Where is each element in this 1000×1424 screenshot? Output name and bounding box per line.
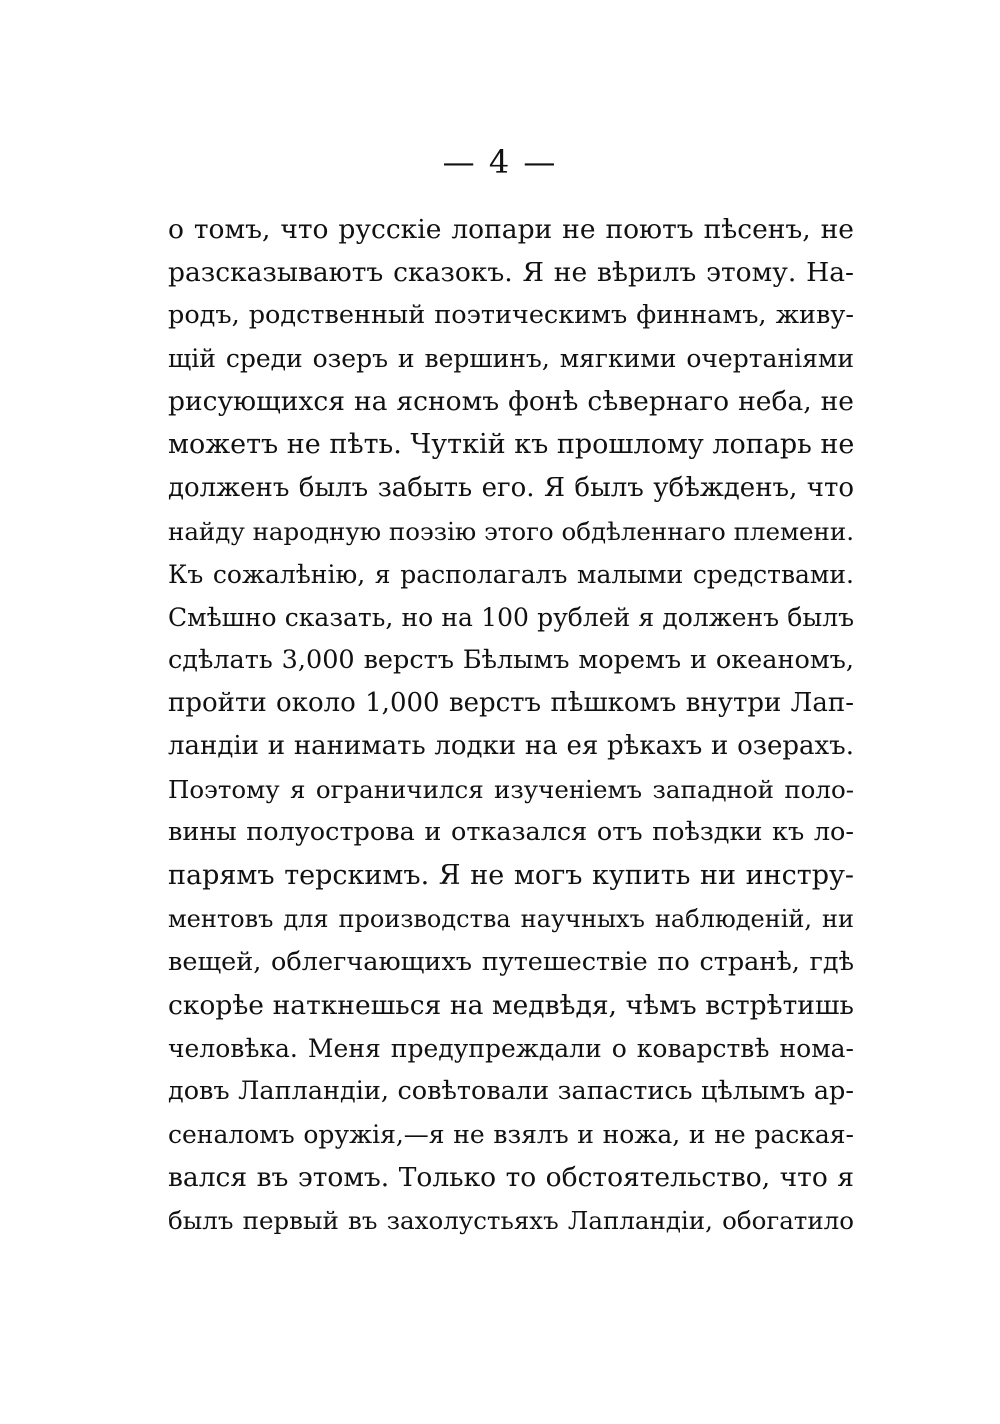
text-line: ландіи и нанимать лодки на ея рѣкахъ и озерахъ. — [168, 731, 854, 762]
body-text — [168, 208, 854, 1242]
text-line: рисующихся на ясномъ фонѣ сѣвернаго неба, не — [168, 386, 854, 418]
text-line: человѣка. Меня предупреждали о коварствѣ нома- — [168, 1033, 854, 1063]
text-line: сеналомъ оружія,—я не взялъ и ножа, и не раская- — [168, 1119, 854, 1149]
text-line: былъ первый въ захолустьяхъ Лапландіи, обогатило — [168, 1206, 854, 1236]
text-line: родъ, родственный поэтическимъ финнамъ, живу- — [168, 300, 854, 331]
text-line: Поэтому я ограничился изученіемъ западной поло- — [168, 775, 854, 805]
page-number: — 4 — — [442, 143, 558, 181]
text-line: Къ сожалѣнію, я располагалъ малыми средствами. — [168, 559, 854, 589]
text-line: довъ Лапландіи, совѣтовали запастись цѣлымъ ар- — [168, 1075, 854, 1106]
text-line: долженъ былъ забыть его. Я былъ убѣжденъ, что — [168, 472, 854, 503]
text-line: найду народную поэзію этого обдѣленнаго племени. — [168, 516, 854, 546]
text-line: сдѣлать 3,000 верстъ Бѣлымъ моремъ и океаномъ, — [168, 644, 854, 675]
text-line: вался въ этомъ. Только то обстоятельство, что я — [168, 1162, 854, 1194]
text-line: пройти около 1,000 верстъ пѣшкомъ внутри Лап- — [168, 688, 854, 719]
text-line: разсказываютъ сказокъ. Я не вѣрилъ этому. На- — [168, 257, 854, 289]
text-line: о томъ, что русскіе лопари не поютъ пѣсенъ, не — [168, 214, 854, 245]
text-line: можетъ не пѣть. Чуткій къ прошлому лопарь не — [168, 429, 855, 461]
text-line: вещей, облегчающихъ путешествіе по странѣ, гдѣ — [168, 946, 854, 977]
text-line: парямъ терскимъ. Я не могъ купить ни инстру- — [168, 860, 854, 892]
text-line: Смѣшно сказать, но на 100 рублей я долженъ былъ — [168, 602, 854, 632]
text-line: щій среди озеръ и вершинъ, мягкими очертаніями — [168, 344, 854, 374]
text-line: скорѣе наткнешься на медвѣдя, чѣмъ встрѣтишь — [168, 989, 854, 1021]
text-line: ментовъ для производства научныхъ наблюденій, ни — [168, 904, 854, 933]
text-line: вины полуострова и отказался отъ поѣздки къ ло- — [168, 817, 854, 848]
